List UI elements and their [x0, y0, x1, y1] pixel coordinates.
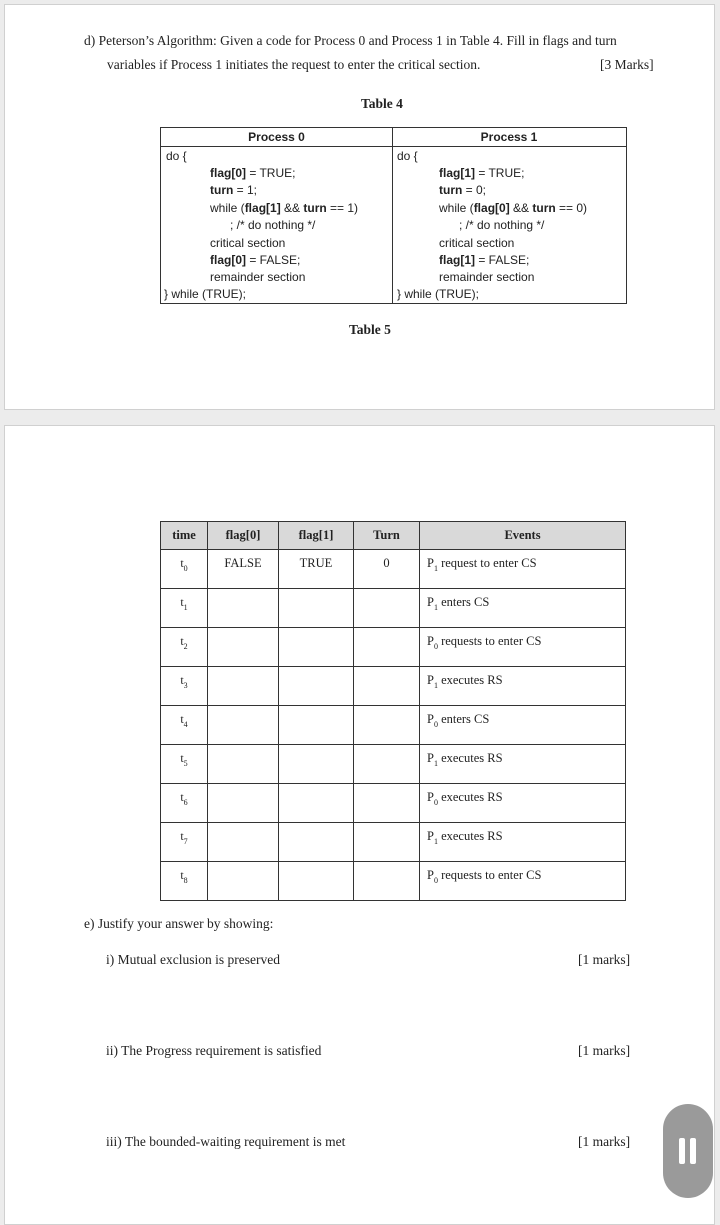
question-e-item2-marks: [1 marks] [578, 1043, 631, 1058]
cell-time: $t_5$ [161, 745, 208, 784]
cell-time: $t_0$ [161, 550, 208, 589]
table-row [161, 589, 626, 628]
cell-turn[interactable] [354, 589, 420, 628]
cell-turn[interactable] [354, 823, 420, 862]
cell-time: $t_4$ [161, 706, 208, 745]
p0-end: } while (TRUE); [164, 287, 247, 301]
cell-time: $t_7$ [161, 823, 208, 862]
table-row [161, 667, 626, 706]
cell-time: $t_2$ [161, 628, 208, 667]
header-flag1: flag[1] [279, 522, 354, 550]
table5-caption: Table 5 [349, 322, 391, 337]
p0-line4: ; /* do nothing */ [230, 218, 316, 232]
cell-time: $t_3$ [161, 667, 208, 706]
cell-flag1[interactable] [279, 706, 354, 745]
cell-event: $P_1$ executes RS [420, 745, 626, 784]
question-d-line1: d) Peterson’s Algorithm: Given a code for Process 0 and Process 1 in Table 4. Fill in flags and turn [84, 33, 617, 48]
drag-handle-icon [663, 1104, 713, 1198]
cell-flag0[interactable] [208, 667, 279, 706]
question-e-intro: e) Justify your answer by showing: [84, 916, 274, 931]
cell-flag1[interactable] [279, 628, 354, 667]
p1-line1: flag[1] = TRUE; [439, 166, 525, 180]
process0-header: Process 0 [161, 128, 392, 147]
p1-line3: while (flag[0] && turn == 0) [439, 201, 588, 215]
cell-flag0[interactable] [208, 589, 279, 628]
table5-header-row [161, 522, 626, 550]
p1-line7: remainder section [439, 270, 535, 284]
cell-flag1[interactable]: TRUE [279, 550, 354, 589]
cell-turn[interactable] [354, 745, 420, 784]
question-e-item3-marks: [1 marks] [578, 1134, 631, 1149]
cell-turn[interactable] [354, 862, 420, 901]
p0-line1: flag[0] = TRUE; [210, 166, 296, 180]
cell-flag0[interactable] [208, 628, 279, 667]
p0-line7: remainder section [210, 270, 306, 284]
p1-line2: turn = 0; [439, 183, 487, 197]
table-row [161, 706, 626, 745]
question-e-item2: ii) The Progress requirement is satisfied [106, 1043, 322, 1058]
cell-time: $t_6$ [161, 784, 208, 823]
table4-code [160, 127, 627, 304]
question-e-item1-marks: [1 marks] [578, 952, 631, 967]
cell-event: $P_1$ enters CS [420, 589, 626, 628]
table-row [161, 550, 626, 589]
cell-flag1[interactable] [279, 784, 354, 823]
header-turn: Turn [354, 522, 420, 550]
table-row [161, 745, 626, 784]
process1-header: Process 1 [392, 128, 626, 147]
table4-caption: Table 4 [361, 96, 403, 111]
cell-event: $P_1$ executes RS [420, 667, 626, 706]
question-d-line2: variables if Process 1 initiates the request to enter the critical section. [107, 57, 481, 72]
p0-line5: critical section [210, 236, 286, 250]
header-events: Events [420, 522, 626, 550]
table-row [161, 823, 626, 862]
cell-time: $t_1$ [161, 589, 208, 628]
cell-flag1[interactable] [279, 823, 354, 862]
p1-do: do { [397, 149, 418, 163]
p1-line6: flag[1] = FALSE; [439, 253, 530, 267]
cell-turn[interactable] [354, 784, 420, 823]
cell-turn[interactable] [354, 667, 420, 706]
question-e-item1: i) Mutual exclusion is preserved [106, 952, 280, 967]
cell-turn[interactable] [354, 628, 420, 667]
p1-end: } while (TRUE); [397, 287, 480, 301]
cell-turn[interactable] [354, 706, 420, 745]
cell-flag1[interactable] [279, 745, 354, 784]
cell-flag0[interactable] [208, 784, 279, 823]
question-e-item3: iii) The bounded-waiting requirement is met [106, 1134, 346, 1149]
scroll-handle[interactable] [663, 1104, 713, 1198]
p0-do: do { [166, 149, 187, 163]
table5-trace [160, 521, 626, 901]
p0-line6: flag[0] = FALSE; [210, 253, 301, 267]
cell-flag0[interactable] [208, 706, 279, 745]
p1-line5: critical section [439, 236, 515, 250]
p1-line4: ; /* do nothing */ [459, 218, 545, 232]
cell-flag0[interactable]: FALSE [208, 550, 279, 589]
cell-flag1[interactable] [279, 667, 354, 706]
cell-event: $P_0$ executes RS [420, 784, 626, 823]
cell-event: $P_1$ request to enter CS [420, 550, 626, 589]
table-row [161, 862, 626, 901]
cell-time: $t_8$ [161, 862, 208, 901]
p0-line3: while (flag[1] && turn == 1) [210, 201, 359, 215]
table-row [161, 628, 626, 667]
cell-event: $P_0$ requests to enter CS [420, 862, 626, 901]
table4-divider [392, 128, 393, 303]
cell-flag0[interactable] [208, 823, 279, 862]
cell-event: $P_0$ requests to enter CS [420, 628, 626, 667]
cell-flag1[interactable] [279, 862, 354, 901]
cell-turn[interactable]: 0 [354, 550, 420, 589]
header-flag0: flag[0] [208, 522, 279, 550]
cell-flag0[interactable] [208, 862, 279, 901]
cell-event: $P_1$ executes RS [420, 823, 626, 862]
header-time: time [161, 522, 208, 550]
cell-event: $P_0$ enters CS [420, 706, 626, 745]
p0-line2: turn = 1; [210, 183, 258, 197]
table-row [161, 784, 626, 823]
cell-flag0[interactable] [208, 745, 279, 784]
cell-flag1[interactable] [279, 589, 354, 628]
question-d-marks: [3 Marks] [600, 57, 654, 72]
